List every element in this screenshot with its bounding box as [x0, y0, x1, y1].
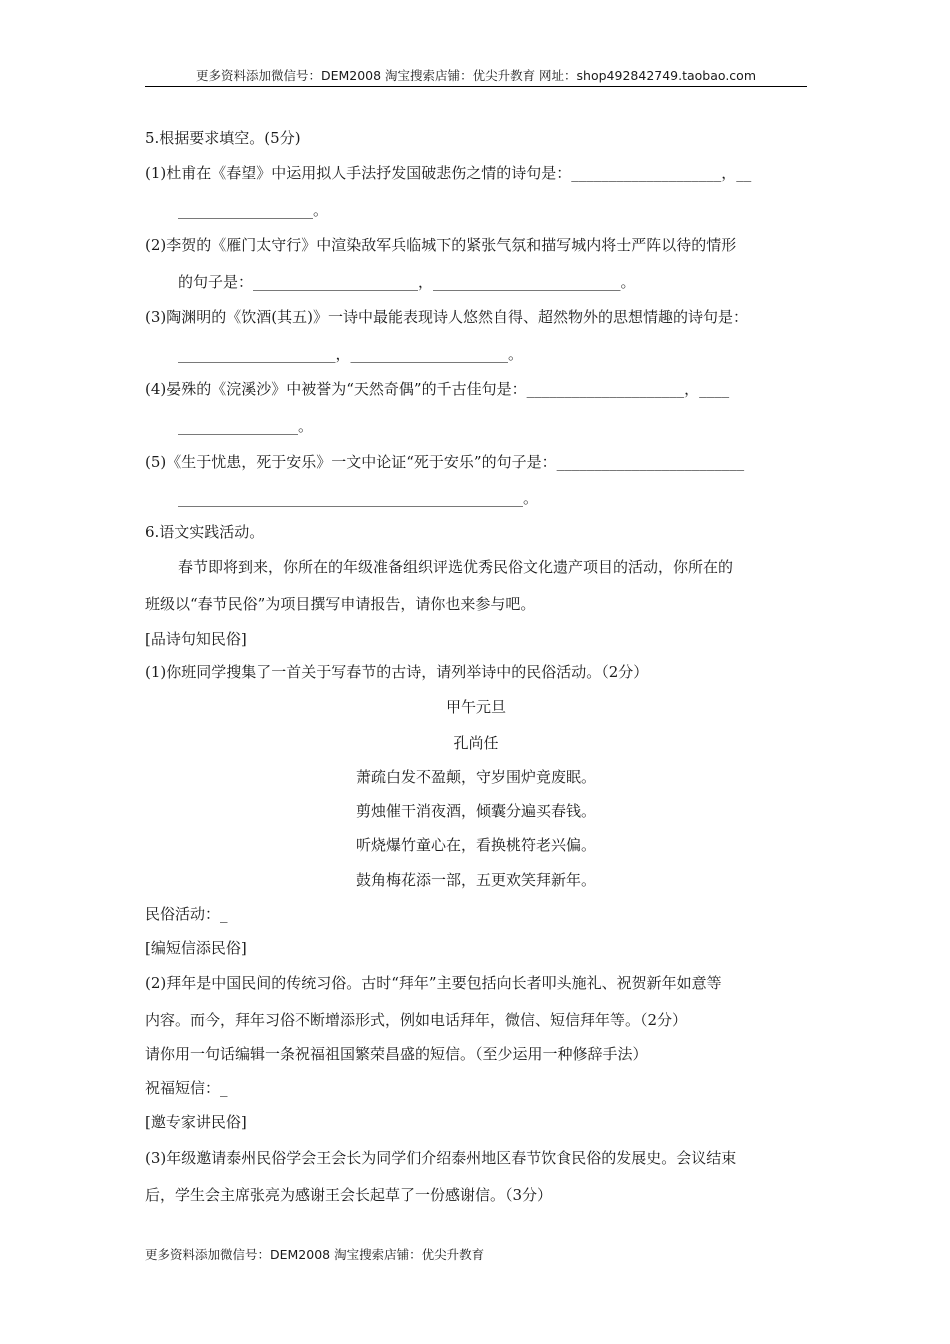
q5-item3-line2: _____________________，_____________________。	[178, 345, 524, 363]
page-header: 更多资料添加微信号：DEM2008 淘宝搜索店铺：优尖升教育 网址：shop492842749.taobao.com	[195, 68, 757, 83]
q6-part2-line1: (2)拜年是中国民间的传统习俗。古时“拜年”主要包括向长者叩头施礼、祝贺新年如意等	[145, 974, 722, 992]
q5-item3-line1: (3)陶渊明的《饮酒(其五)》一诗中最能表现诗人悠然自得、超然物外的思想情趣的诗句是：	[145, 308, 748, 326]
q5-item1-line1: (1)杜甫在《春望》中运用拟人手法抒发国破悲伤之情的诗句是：____________________，__	[145, 164, 752, 182]
q5-item2-line1: (2)李贺的《雁门太守行》中渲染敌军兵临城下的紧张气氛和描写城内将士严阵以待的情形	[145, 236, 737, 254]
q6-part1-prompt: (1)你班同学搜集了一首关于写春节的古诗，请列举诗中的民俗活动。（2分）	[145, 663, 649, 681]
q6-part3-line2: 后，学生会主席张亮为感谢王会长起草了一份感谢信。（3分）	[145, 1186, 553, 1204]
poem-title: 甲午元旦	[445, 698, 506, 716]
header-rule	[145, 86, 807, 87]
answer-folk-activity: 民俗活动：_	[145, 905, 228, 923]
q6-part2-line2: 内容。而今，拜年习俗不断增添形式，例如电话拜年，微信、短信拜年等。（2分）	[145, 1011, 688, 1029]
q6-part3-line1: (3)年级邀请泰州民俗学会王会长为同学们介绍泰州地区春节饮食民俗的发展史。会议结束	[145, 1149, 737, 1167]
poem-line: 萧疏白发不盈颠，守岁围炉竟废眠。	[355, 768, 596, 786]
section-heading-poem: [品诗句知民俗]	[145, 630, 247, 648]
poem-line: 鼓角梅花添一部，五更欢笑拜新年。	[355, 871, 596, 889]
q6-intro-line1: 春节即将到来，你所在的年级准备组织评选优秀民俗文化遗产项目的活动，你所在的	[178, 558, 734, 576]
poem-author: 孔尚任	[453, 734, 499, 752]
q5-item4-line1: (4)晏殊的《浣溪沙》中被誉为“天然奇偶”的千古佳句是：_____________________，____	[145, 380, 730, 398]
section-heading-expert: [邀专家讲民俗]	[145, 1113, 247, 1131]
poem-line: 听烧爆竹童心在，看换桃符老兴偏。	[355, 836, 596, 854]
q5-item4-line2: ________________。	[178, 417, 314, 435]
q6-part2-line3: 请你用一句话编辑一条祝福祖国繁荣昌盛的短信。（至少运用一种修辞手法）	[145, 1045, 648, 1063]
poem-line: 剪烛催干消夜酒，倾囊分遍买春钱。	[355, 802, 596, 820]
q6-title: 6.语文实践活动。	[145, 523, 265, 541]
page-footer: 更多资料添加微信号：DEM2008 淘宝搜索店铺：优尖升教育	[145, 1247, 485, 1262]
q5-title: 5.根据要求填空。(5分)	[145, 129, 301, 147]
section-heading-sms: [编短信添民俗]	[145, 939, 247, 957]
q5-item2-line2: 的句子是：______________________，_________________________。	[178, 273, 636, 291]
q5-item5-line1: (5)《生于忧患，死于安乐》一文中论证“死于安乐”的句子是：_________________________	[145, 453, 745, 471]
answer-blessing-sms: 祝福短信：_	[145, 1079, 228, 1097]
q5-item1-line2: __________________。	[178, 201, 329, 219]
q5-item5-line2: ______________________________________________。	[178, 489, 539, 507]
q6-intro-line2: 班级以“春节民俗”为项目撰写申请报告，请你也来参与吧。	[145, 595, 536, 613]
